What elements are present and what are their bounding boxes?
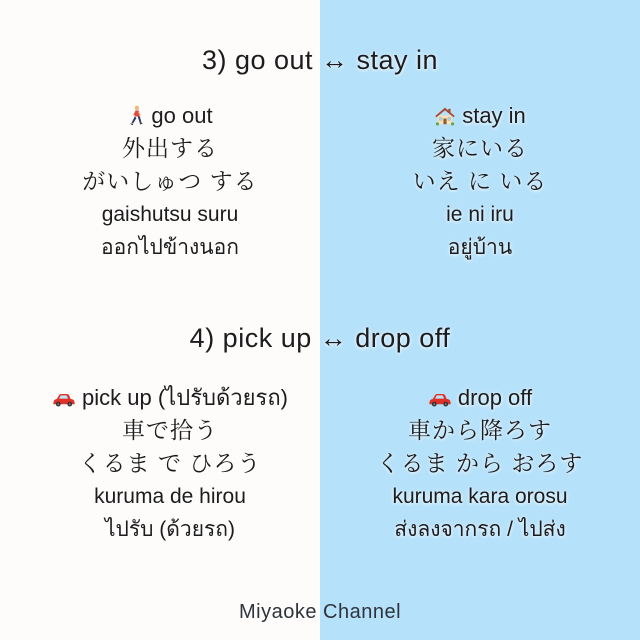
pick-up-card — [0, 381, 320, 546]
section-4-row — [0, 381, 640, 546]
car-icon — [428, 390, 452, 409]
section-4-title: 4) pick up ↔ drop off — [189, 323, 451, 353]
romaji-text: kuruma de hirou — [94, 485, 246, 508]
kana-text: がいしゅつ する — [82, 168, 258, 194]
kanji-text: 車で拾う — [122, 417, 218, 443]
go-out-term-line — [20, 99, 320, 132]
kana-text: くるま から おろす — [376, 450, 584, 476]
kanji-text: 外出する — [122, 135, 218, 161]
walking-person-icon — [127, 105, 145, 127]
pick-up-term-line — [20, 381, 320, 414]
section-3-row — [0, 99, 640, 264]
section-3-title: 3) go out ↔ stay in — [201, 45, 439, 75]
house-icon — [434, 105, 456, 127]
english-term: pick up (ไปรับด้วยรถ) — [82, 385, 288, 410]
english-term: drop off — [457, 385, 533, 410]
kanji-text: 車から降ろす — [408, 417, 552, 443]
thai-text: ไปรับ (ด้วยรถ) — [104, 518, 236, 541]
thai-text: ออกไปข้างนอก — [101, 236, 239, 259]
go-out-card — [0, 99, 320, 264]
stay-in-card — [320, 99, 640, 264]
romaji-text: kuruma kara orosu — [392, 485, 568, 508]
romaji-text: ie ni iru — [446, 203, 514, 226]
english-term: go out — [151, 103, 213, 128]
drop-off-card — [320, 381, 640, 546]
romaji-text: gaishutsu suru — [101, 203, 239, 226]
channel-watermark: Miyaoke Channel — [238, 601, 402, 623]
english-term: stay in — [462, 103, 526, 128]
kana-text: いえ に いる — [412, 168, 548, 194]
stay-in-term-line — [320, 99, 640, 132]
drop-off-term-line — [320, 381, 640, 414]
thai-text: ส่งลงจากรถ / ไปส่ง — [394, 518, 566, 541]
thai-text: อยู่บ้าน — [447, 236, 513, 259]
kanji-text: 家にいる — [432, 135, 528, 161]
kana-text: くるま で ひろう — [78, 450, 262, 476]
car-icon — [52, 390, 76, 409]
